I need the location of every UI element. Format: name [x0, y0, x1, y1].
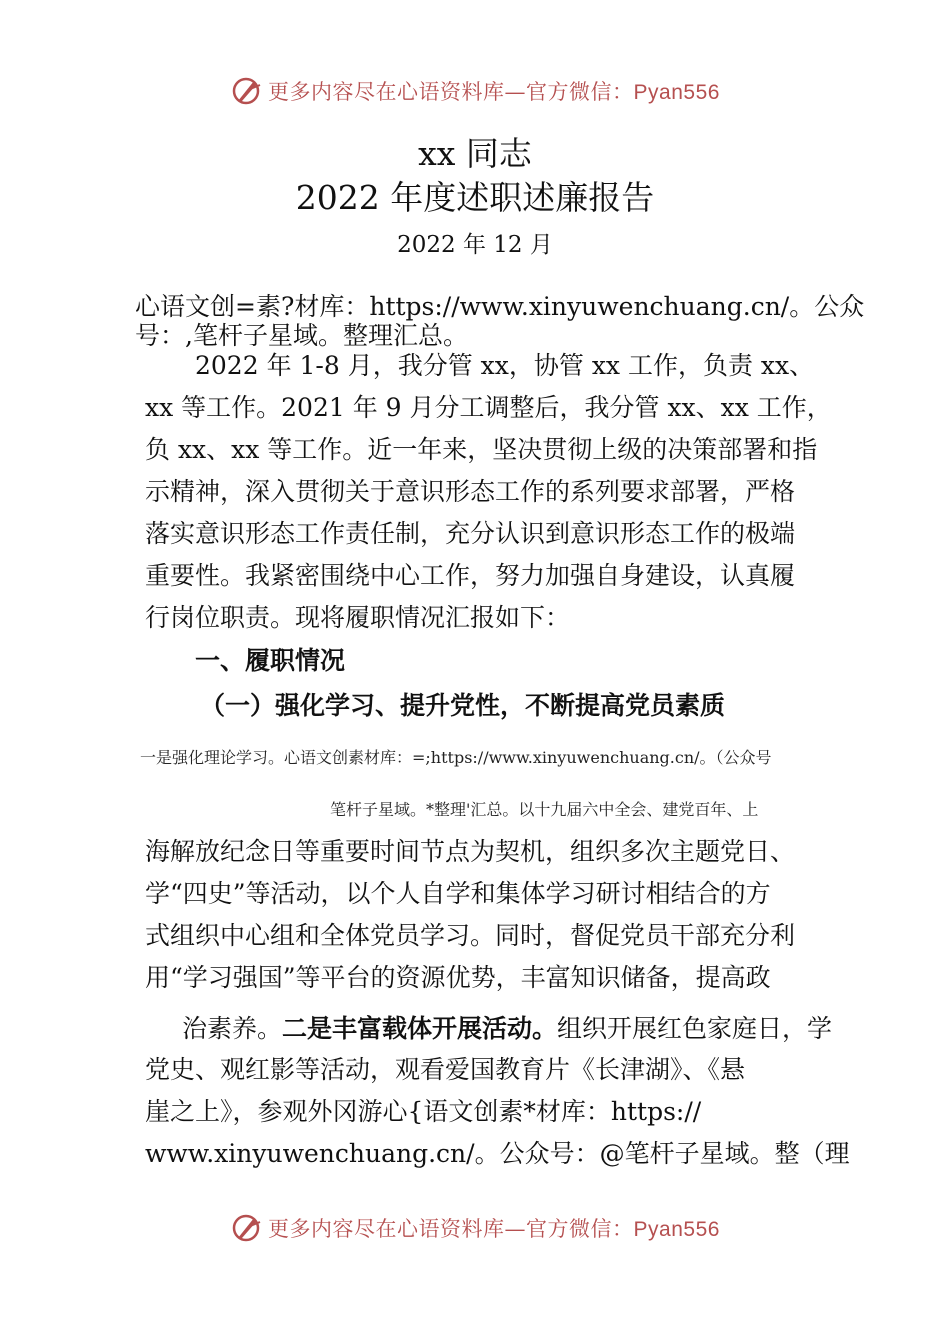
paragraph-line: 党史、观红影等活动，观看爱国教育片《长津湖》、《悬 — [145, 1055, 746, 1084]
paragraph-line: 负 xx、xx 等工作。近一年来，坚决贯彻上级的决策部署和指 — [145, 435, 818, 464]
quill-pen-icon — [230, 75, 262, 107]
paragraph-line: 崖之上》，参观外冈游心{语文创素*材库：https:// — [145, 1097, 702, 1126]
paragraph-text: 组织开展红色家庭日，学 — [557, 1014, 833, 1043]
paragraph-line: 学“四史”等活动，以个人自学和集体学习研讨相结合的方 — [145, 879, 771, 908]
bold-lead: 二是丰富载体开展活动。 — [282, 1014, 558, 1043]
paragraph-line: 示精神，深入贯彻关于意识形态工作的系列要求部署，严格 — [145, 477, 796, 506]
watermark-banner-top — [0, 75, 950, 111]
paragraph-text: 治素养。 — [182, 1014, 283, 1043]
banner-text: 更多内容尽在心语资料库—官方微信：Pyan556 — [268, 80, 720, 104]
subsection-heading: （一）强化学习、提升党性，不断提高党员素质 — [200, 691, 726, 720]
watermark-banner-bottom — [0, 1212, 950, 1248]
title-name: xx 同志 — [418, 134, 532, 173]
paragraph-line: 用“学习强国”等平台的资源优势，丰富知识储备，提高政 — [145, 963, 771, 992]
quill-pen-icon — [230, 1212, 262, 1244]
paragraph-line: 式组织中心组和全体党员学习。同时，督促党员干部充分利 — [145, 921, 796, 950]
small-note-line: 笔杆子星域。*整理'汇总。以十九届六中全会、建党百年、上 — [330, 800, 759, 819]
small-note-line: 一是强化理论学习。心语文创素材库：=;https://www.xinyuwenchuang.cn/。（公众号 — [140, 748, 772, 767]
paragraph-line: xx 等工作。2021 年 9 月分工调整后，我分管 xx、xx 工作， — [145, 393, 832, 422]
banner-wechat: Pyan556 — [633, 1218, 720, 1241]
section-heading: 一、履职情况 — [195, 646, 346, 675]
report-date: 2022 年 12 月 — [397, 232, 553, 258]
paragraph-line: 海解放纪念日等重要时间节点为契机，组织多次主题党日、 — [145, 837, 796, 866]
note-line: 号：,笔杆子星域。整理汇总。 — [135, 321, 468, 350]
banner-wechat: Pyan556 — [633, 81, 720, 104]
paragraph-line: 落实意识形态工作责任制，充分认识到意识形态工作的极端 — [145, 519, 796, 548]
note-line: 心语文创=素?材库：https://www.xinyuwenchuang.cn/。公众 — [135, 292, 865, 321]
paragraph-line: 2022 年 1-8 月，我分管 xx，协管 xx 工作，负责 xx、 — [195, 351, 815, 380]
paragraph-line: 重要性。我紧密围绕中心工作，努力加强自身建设，认真履 — [145, 561, 796, 590]
paragraph-line — [182, 1009, 832, 1045]
page-title: 2022 年度述职述廉报告 — [295, 178, 655, 217]
banner-text: 更多内容尽在心语资料库—官方微信：Pyan556 — [268, 1217, 720, 1241]
paragraph-line: 行岗位职责。现将履职情况汇报如下： — [145, 603, 571, 632]
paragraph-line: www.xinyuwenchuang.cn/。公众号：@笔杆子星域。整（理 — [145, 1139, 850, 1168]
